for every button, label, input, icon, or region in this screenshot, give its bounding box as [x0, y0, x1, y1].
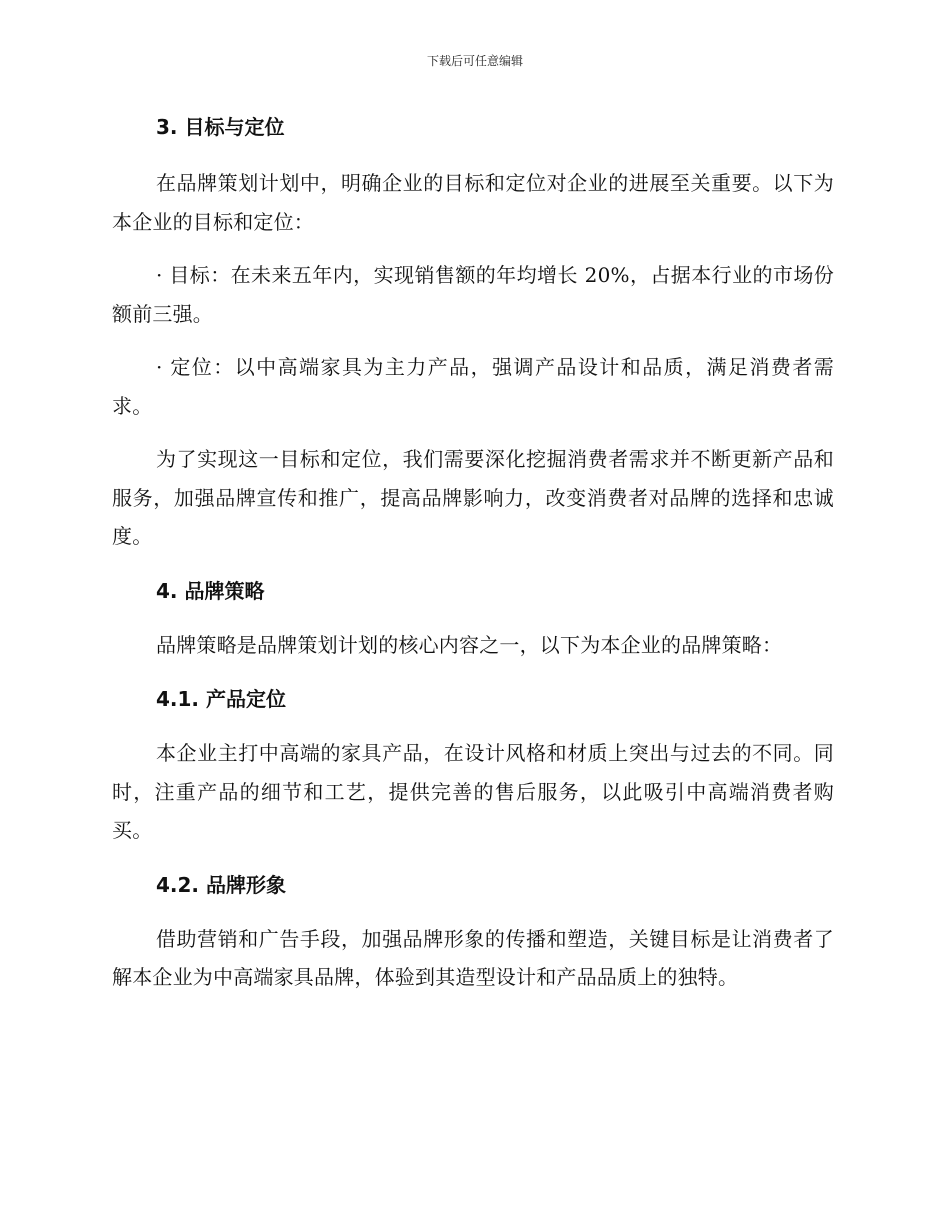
section-4-intro: 品牌策略是品牌策划计划的核心内容之一，以下为本企业的品牌策略：	[156, 632, 783, 657]
section-4-1-title: 4.1. 产品定位	[156, 687, 286, 711]
page-header: 下载后可任意编辑	[426, 54, 523, 68]
section-3-title: 3. 目标与定位	[156, 115, 285, 139]
section-3-intro: 在品牌策划计划中，明确企业的目标和定位对企业的进展至关重要。以下为本企业的目标和定位：	[112, 171, 834, 234]
section-4-1-body: 本企业主打中高端的家具产品，在设计风格和材质上突出与过去的不同。同时，注重产品的细节和工艺，提供完善的售后服务，以此吸引中高端消费者购买。	[112, 741, 834, 842]
section-3-position: · 定位：以中高端家具为主力产品，强调产品设计和品质，满足消费者需求。	[112, 355, 834, 418]
section-4-2-title: 4.2. 品牌形象	[156, 872, 286, 897]
document-body	[112, 107, 834, 997]
section-4-title: 4. 品牌策略	[156, 578, 265, 603]
section-4-2-body: 借助营销和广告手段，加强品牌形象的传播和塑造，关键目标是让消费者了解本企业为中高端家具品牌，体验到其造型设计和产品品质上的独特。	[112, 926, 834, 989]
section-3-summary: 为了实现这一目标和定位，我们需要深化挖掘消费者需求并不断更新产品和服务，加强品牌宣传和推广，提高品牌影响力，改变消费者对品牌的选择和忠诚度。	[112, 447, 834, 548]
section-3-goal: · 目标：在未来五年内，实现销售额的年均增长 20%，占据本行业的市场份额前三强。	[112, 263, 834, 326]
